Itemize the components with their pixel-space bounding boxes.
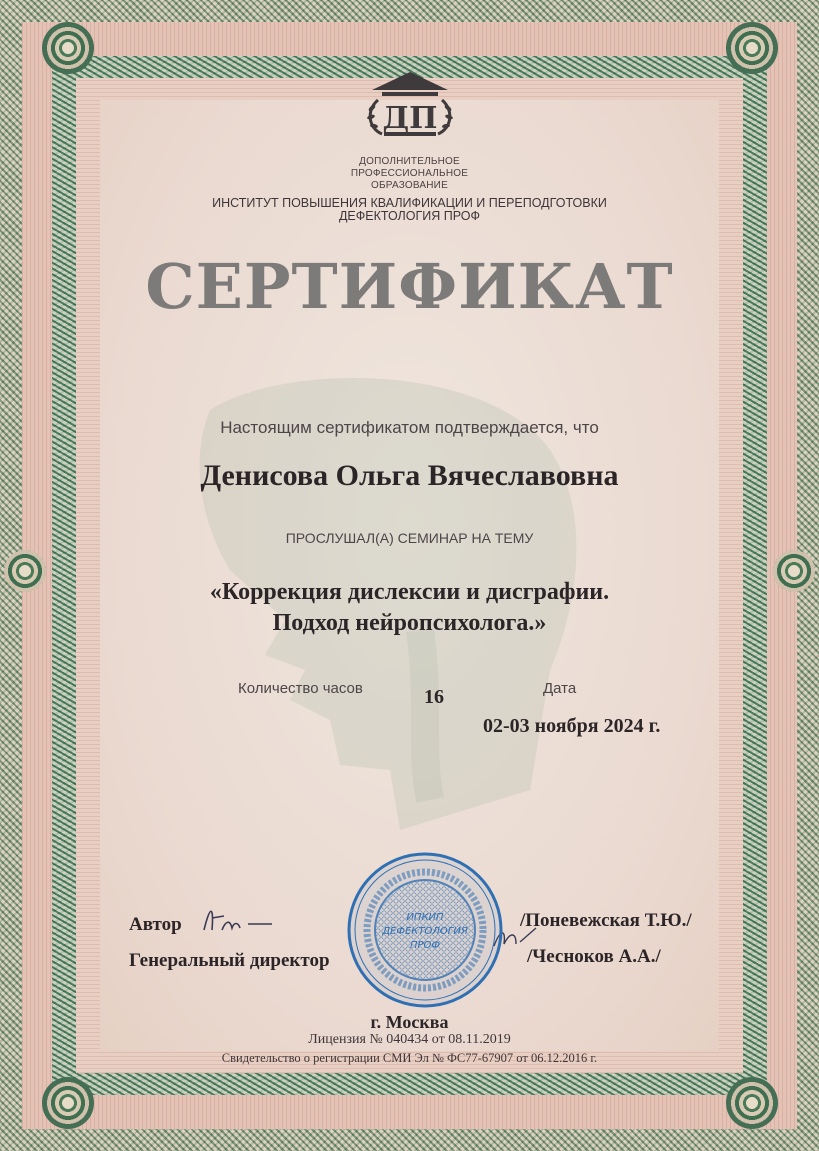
seminar-caption: ПРОСЛУШАЛ(А) СЕМИНАР НА ТЕМУ [285, 530, 534, 546]
header-line-1: ДОПОЛНИТЕЛЬНОЕ [359, 156, 460, 167]
institute-logo [360, 70, 460, 140]
director-label: Генеральный директор [129, 950, 330, 971]
confirm-text: Настоящим сертификатом подтверждается, что [220, 418, 599, 437]
date-label: Дата [543, 680, 577, 697]
seal-line-2: ДЕФЕКТОЛОГИЯ [382, 926, 468, 937]
date-value: 02-03 ноября 2024 г. [483, 715, 661, 737]
certificate-title: СЕРТИФИКАТ [145, 250, 674, 323]
seminar-topic [0, 577, 819, 639]
logo-text: ДП [382, 101, 438, 136]
topic-line-2: Подход нейропсихолога.» [272, 610, 547, 636]
rosette-ornament [42, 22, 94, 74]
official-seal [345, 850, 505, 1010]
recipient-name: Денисова Ольга Вячеславовна [200, 459, 619, 492]
header-line-2: ПРОФЕССИОНАЛЬНОЕ [350, 168, 469, 179]
rosette-ornament [42, 1077, 94, 1129]
director-name: /Чесноков А.А./ [527, 946, 661, 967]
license-text: Лицензия № 040434 от 08.11.2019 [308, 1032, 511, 1047]
seal-line-1: ИПКИП [406, 912, 444, 923]
hours-value: 16 [424, 686, 444, 708]
seal-line-3: ПРОФ [409, 940, 441, 951]
city: г. Москва [370, 1012, 449, 1032]
author-label: Автор [129, 914, 182, 935]
rosette-ornament [726, 22, 778, 74]
header-line-3: ОБРАЗОВАНИЕ [371, 180, 448, 191]
institute-line: ИНСТИТУТ ПОВЫШЕНИЯ КВАЛИФИКАЦИИ И ПЕРЕПОДГОТОВКИ [212, 196, 607, 210]
rosette-ornament [726, 1077, 778, 1129]
media-registration-text: Свидетельство о регистрации СМИ Эл № ФС77-67907 от 06.12.2016 г. [221, 1051, 598, 1065]
author-name: /Поневежская Т.Ю./ [520, 910, 692, 931]
institute-name: ДЕФЕКТОЛОГИЯ ПРОФ [338, 209, 481, 223]
hours-label: Количество часов [238, 680, 363, 697]
topic-line-1: «Коррекция дислексии и дисграфии. [209, 579, 610, 605]
author-signature [200, 900, 280, 940]
